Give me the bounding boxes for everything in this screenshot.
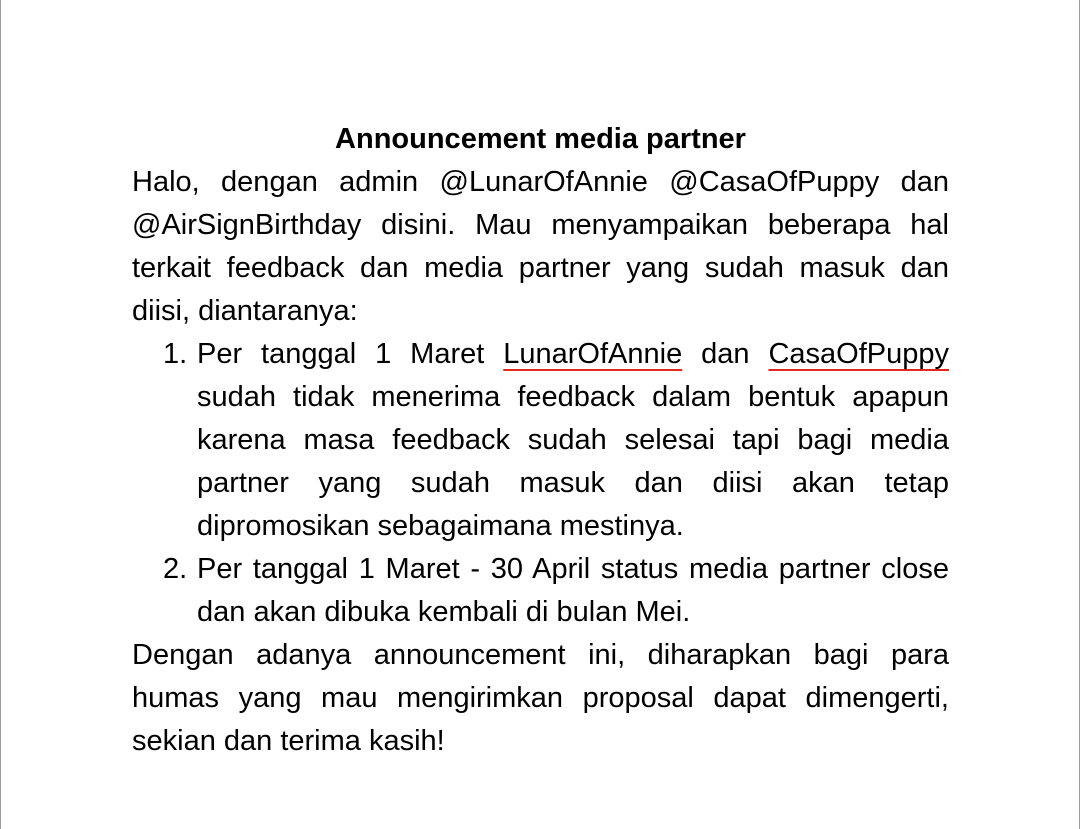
document-title: Announcement media partner	[335, 123, 746, 155]
document-body	[132, 116, 949, 763]
numbered-list	[132, 333, 949, 634]
intro-paragraph: Halo, dengan admin @LunarOfAnnie @CasaOfPuppy dan @AirSignBirthday disini. Mau menyampaikan beberapa hal terkait feedback dan media partner yang sudah masuk dan diisi, diantaranya:	[132, 166, 949, 327]
list-text: sudah tidak menerima feedback dalam bentuk apapun karena masa feedback sudah selesai tapi bagi media partner yang sudah masuk dan diisi akan tetap dipromosikan sebagaimana mestinya.	[197, 381, 949, 542]
list-text: Per tanggal 1 Maret - 30 April status media partner close dan akan dibuka kembali di bulan Mei.	[197, 553, 949, 628]
list-item	[132, 333, 949, 548]
list-item	[132, 548, 949, 634]
list-number: 2.	[163, 553, 188, 585]
list-number: 1.	[163, 338, 188, 370]
list-text: Per tanggal 1 Maret	[197, 338, 504, 370]
list-text: dan	[682, 338, 769, 370]
closing-paragraph: Dengan adanya announcement ini, diharapkan bagi para humas yang mau mengirimkan proposal dapat dimengerti, sekian dan terima kasih!	[132, 639, 949, 757]
misspelled-word: CasaOfPuppy	[768, 338, 950, 370]
misspelled-word: LunarOfAnnie	[503, 338, 683, 370]
